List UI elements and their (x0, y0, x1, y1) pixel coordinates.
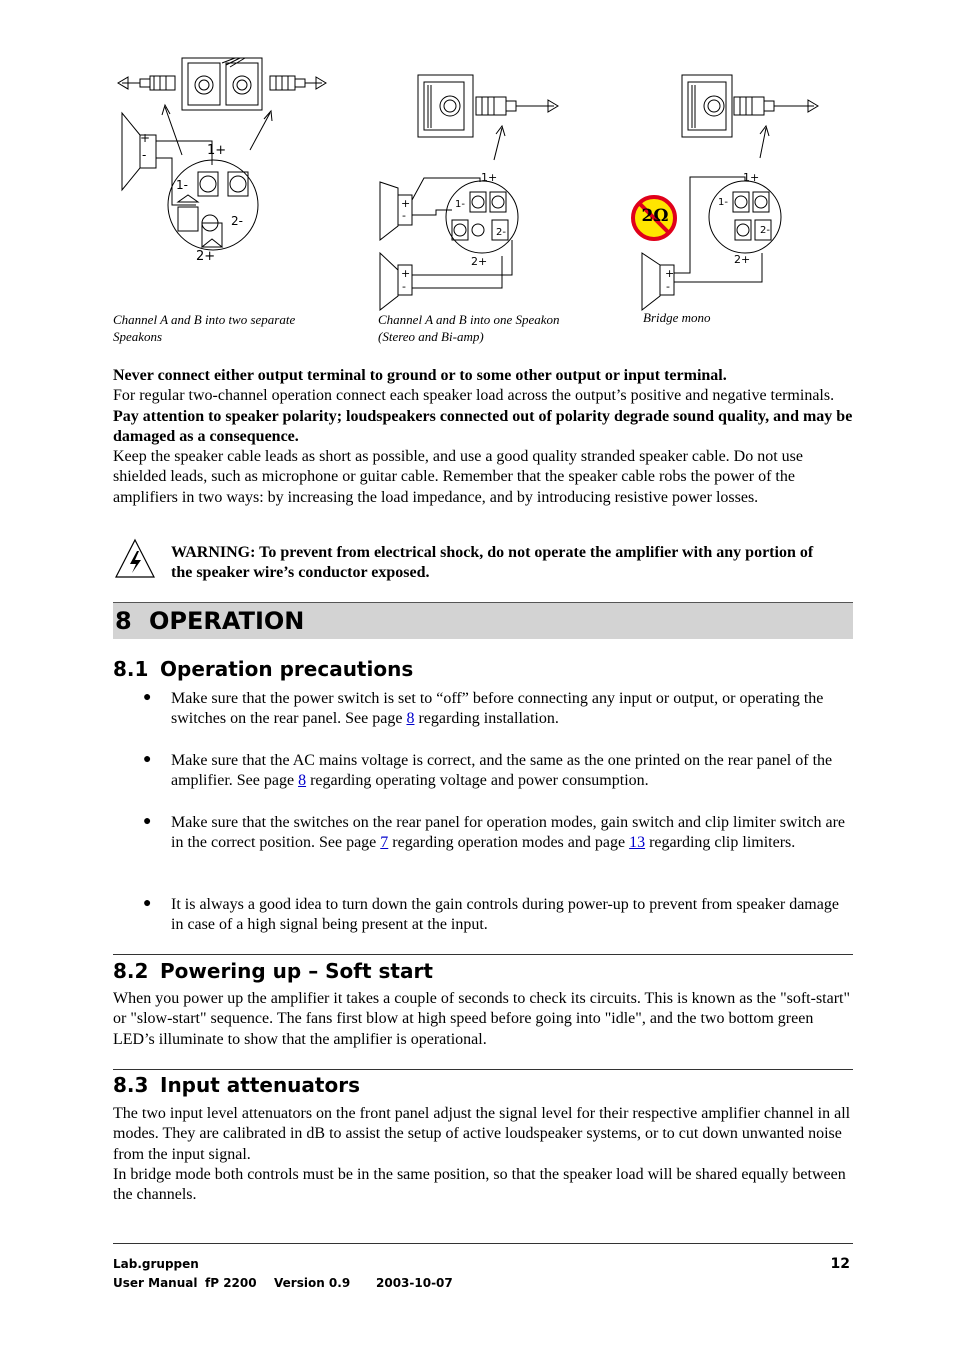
no-2-ohm-label: 2Ω (641, 206, 669, 226)
precaution-item-3 (171, 813, 851, 854)
polarity-bold-text: Pay attention to speaker polarity; loudspeakers connected out of polarity degrade sound quality, and may be damaged as a consequence. (113, 407, 853, 445)
footer-divider (113, 1243, 853, 1244)
section-title: OPERATION (149, 607, 305, 635)
precaution-item-1 (171, 689, 851, 730)
section-8-1-heading (113, 656, 853, 682)
pin-1-minus-label: 1- (176, 178, 188, 192)
footer-date: 2003-10-07 (376, 1276, 453, 1290)
speaker-plus-label: + (140, 131, 151, 145)
item-text: Make sure that the power switch is set to “off” before connecting any input or output, or operating the switches on the rear panel. See page (171, 690, 824, 728)
stereo-pin-1-plus-label: 1+ (481, 171, 498, 184)
section-title: Operation precautions (160, 657, 414, 681)
bullet-dot: ● (143, 814, 152, 829)
section-number: 8.3 (113, 1073, 149, 1097)
section-title: Powering up – Soft start (160, 959, 433, 983)
figure-caption-two-speakons: Channel A and B into two separate Speakons (113, 312, 296, 344)
bullet-dot: ● (143, 896, 152, 911)
stereo-speaker1-minus-label: - (402, 209, 406, 222)
page-number: 12 (830, 1256, 850, 1272)
section-number: 8 (115, 607, 132, 635)
pin-1-plus-label: 1+ (207, 143, 227, 158)
section-number: 8.1 (113, 657, 149, 681)
page-link[interactable]: 13 (629, 834, 646, 852)
intro-block (113, 366, 855, 508)
stereo-speaker2-minus-label: - (402, 280, 406, 293)
figure-caption-stereo: Channel A and B into one Speakon (Stereo and Bi-amp) (378, 312, 560, 344)
item-text: regarding clip limiters. (645, 834, 796, 852)
bridge-pin-1-plus-label: 1+ (743, 171, 760, 184)
item-text: Make sure that the switches on the rear panel for operation modes, gain switch and clip limiter switch are in the correct position. See page (171, 814, 846, 852)
section-8-2-heading (113, 958, 853, 984)
section-divider (113, 1069, 853, 1070)
bullet-dot: ● (143, 690, 152, 705)
stereo-speaker1-plus-label: + (401, 197, 411, 210)
attenuator-text: The two input level attenuators on the front panel adjust the signal level for their respective amplifier channel in all modes. They are calibrated in dB to assist the setup of active loudspeaker systems, or to cut down unwanted noise from the input signal. (113, 1105, 851, 1163)
item-text: Make sure that the AC mains voltage is correct, and the same as the one printed on the rear panel of the amplifier. See page (171, 752, 833, 790)
figure-bridge-mono (630, 70, 840, 315)
stereo-pin-1-minus-label: 1- (455, 199, 465, 210)
section-number: 8.2 (113, 959, 149, 983)
section-8-3-heading (113, 1072, 853, 1098)
footer-model: fP 2200 (205, 1276, 257, 1290)
bridge-pin-2-plus-label: 2+ (734, 253, 751, 266)
bridge-speaker-plus-label: + (665, 267, 675, 280)
section-title: Input attenuators (160, 1073, 360, 1097)
soft-start-paragraph: When you power up the amplifier it takes a couple of seconds to check its circuits. This is known as the "soft-start" or "slow-start" sequence. The fans first blow at high speed before going into "idle", and the two bottom green LED’s illuminate to show that the amplifier is operational. (113, 990, 851, 1048)
electrical-hazard-icon (113, 537, 157, 581)
polarity-paragraph (113, 386, 855, 447)
precaution-item-4 (171, 895, 851, 936)
page-link[interactable]: 8 (298, 772, 307, 790)
speaker-minus-label: - (142, 148, 147, 162)
stereo-pin-2-plus-label: 2+ (471, 255, 488, 268)
item-text: regarding operation modes and page (388, 834, 630, 852)
footer-manual: User Manual (113, 1276, 198, 1290)
bridge-pin-1-minus-label: 1- (718, 197, 728, 208)
bullet-dot: ● (143, 752, 152, 767)
figure-two-speakons (110, 55, 340, 270)
bridge-mode-text: In bridge mode both controls must be in the same position, so that the speaker load will be shared equally between the channels. (113, 1165, 846, 1204)
bridge-pin-2-minus-label: 2- (760, 225, 770, 236)
precaution-item-2 (171, 751, 851, 792)
stereo-speaker2-plus-label: + (401, 267, 411, 280)
section-8-heading (113, 602, 853, 639)
footer-version: Version 0.9 (274, 1276, 351, 1290)
item-text: It is always a good idea to turn down the gain controls during power-up to prevent from speaker damage in case of a high signal being present at the input. (171, 896, 839, 934)
ground-warning: Never connect either output terminal to ground or to some other output or input terminal. (113, 367, 727, 384)
footer-company: Lab.gruppen (113, 1257, 199, 1271)
attenuator-paragraph (113, 1104, 855, 1205)
shock-warning-text: WARNING: To prevent from electrical shock, do not operate the amplifier with any portion of the speaker wire’s conductor exposed. (171, 544, 814, 582)
bridge-speaker-minus-label: - (666, 280, 670, 293)
polarity-text: For regular two-channel operation connect each speaker load across the output’s positive and negative terminals. (113, 387, 835, 405)
pin-2-plus-label: 2+ (196, 249, 216, 264)
stereo-pin-2-minus-label: 2- (496, 227, 506, 238)
amp-panel-outline (182, 58, 262, 110)
item-text: regarding operating voltage and power consumption. (306, 772, 649, 790)
section-divider (113, 954, 853, 955)
page-link[interactable]: 8 (406, 710, 415, 728)
figure-caption-bridge: Bridge mono (643, 310, 711, 325)
item-text: regarding installation. (414, 710, 559, 728)
page-link[interactable]: 7 (380, 834, 389, 852)
cable-paragraph: Keep the speaker cable leads as short as possible, and use a good quality stranded speaker cable. Do not use shielded leads, such as microphone or guitar cable. Remember that the speaker cable robs the power of the amplifiers in two ways: by increasing the load impedance, and by introducing resistive power losses. (113, 448, 803, 506)
pin-2-minus-label: 2- (231, 214, 243, 228)
